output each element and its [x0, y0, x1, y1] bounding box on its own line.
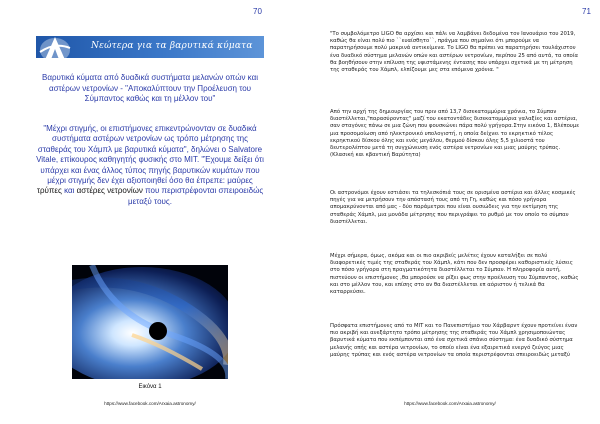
footer-url-right[interactable]: https://www.facebook.com/Arxaia.astronomy/ — [404, 401, 496, 406]
body-paragraph-3: Οι αστρονόμοι έχουν εστιάσει τα τηλεσκόπιά τους σε ορισμένα αστέρια και άλλες κοσμικές πηγές για να μετρήσουν την απόστασή τους από τη Γη, καθώς και πόσο γρήγορα απομακρύνονται από μας - δύο παράμετροι που είναι ουσιώδεις για την εκτίμηση της σταθεράς Χάμπλ, μια μονάδα μέτρησης που περιγράφει το ρυθμό με τον οποίο το σύμπαν διαστέλλεται. — [330, 190, 576, 225]
banner-title: Νεώτερα για τα βαρυτικά κύματα — [91, 41, 253, 51]
body-paragraph-2: Από την αρχή της δημιουργίας του πριν από 13,7 δισεκατομμύρια χρόνια, το Σύμπαν διαστέλλεται,"παρασύροντας" μαζί του εκατοντάδες δισεκατομμύρια γαλαξίες και αστέρια, σαν σταγόνες πάνω σε μια ζώνη που φουσκώνει πάρα πολύ γρήγορα.Στην εικόνα 1, Βλέπουμε μια προσομοίωση από ηλεκτρονικό υπολογιστή, η οποία δείχνει το εκρηκτικό τέλος εκρηκτικού δίσκου όλης και ενός μεγάλου, θερμού δίσκου όλης 5,5 χιλιοστά του δευτερολέπτου μετά τη συγχώνευση ενός αστέρα νετρονίων και μιας μαύρης τρύπας. (Κλασική και κβαντική Βαρύτητα) — [330, 109, 580, 159]
body-paragraph-4: Μέχρι σήμερα, όμως, ακόμα και οι πιο ακριβείς μελέτες έχουν καταλήξει σε πολύ διαφορετικές τιμές της σταθεράς του Χάμπλ, κάτι που δεν προσφέρει καθοριστικές λύσεις στο πόσο γρήγορα στη πραγματικότητα διαστέλλεται το Σύμπαν. Η πληροφορία αυτή, πιστεύουν οι επιστήμονες ,θα μπορούσε να ρίξει φως στην προέλευση του Σύμπαντος, καθώς και στο μέλλον του, και επίσης στο αν θα διαστέλλεται επ αόριστον ή τελικά θα καταρρεύσει. — [330, 253, 579, 296]
page-number-left: 70 — [253, 7, 262, 16]
right-page — [300, 0, 600, 424]
figure-caption: Εικόνα 1 — [138, 384, 162, 390]
page-number-right: 71 — [582, 7, 591, 16]
black-hole-simulation-image — [72, 265, 228, 379]
quote-text-neutron-stars: αστέρες νετρονίων — [76, 186, 143, 196]
footer-url-left[interactable]: https://www.facebook.com/Arxaia.astronomy/ — [104, 401, 196, 406]
article-quote — [36, 124, 264, 207]
quote-text-end: που περιστρέφονται σπειροειδώς μεταξύ τους. — [128, 186, 264, 206]
quote-text-black-holes: τρύπες — [36, 186, 62, 196]
body-paragraph-5: Πρόσφατα επιστήμονες από το MIT και το Πανεπιστήμιο του Χάρβαρντ έχουν προτείνει έναν πιο ακριβή και ανεξάρτητο τρόπο μέτρησης της σταθεράς του Χάμπλ χρησιμοποιώντας βαρυτικά κύματα που εκπέμπονται από ένα σχετικά σπάνιο σύστημα: ένα δυαδικό σύστημα μελανής οπής και αστέρα νετρονίων, το οποίο είναι ένα εξαιρετικά ενεργό ζεύγος μιας μαύρης τρύπας και ενός αστέρα νετρονίων τα οποία περιστρέφονται σπειροειδώς μεταξύ — [330, 323, 578, 358]
quote-text: "Μέχρι στιγμής, οι επιστήμονες επικεντρώνονταν σε δυαδικά συστήματα αστέρων νετρονίων ως τρόπο μέτρησης της σταθεράς του Χάμπλ με βαρυτικά κύματα", δηλώνει ο Salvatore Vitale, επίκουρος καθηγητής φυσικής στο MIT. "Έχουμε δείξει ότι υπάρχει και ένας άλλος τύπος πηγής βαρυτικών κυμάτων που μέχρι στιγμής δεν έχει αξιοποιηθεί όσο θα έπρεπε: μαύρες — [36, 124, 264, 186]
article-title: Βαρυτικά κύματα από δυαδικά συστήματα μελανών οπών και αστέρων νετρονίων - "Αποκαλύπτουν την Προέλευση του Σύμπαντος καθώς και τη μέλλον του" — [42, 73, 258, 103]
body-paragraph-1: "Το συμβολόμετρο LIGO θα αρχίσει και πάλι να λαμβάνει δεδομένα τον Ιανουάριο του 2019, καθώς θα είναι πολύ πιο ``ευαίσθητο``, πράγμα που σημαίνει ότι μπορούμε να παρατηρήσουμε πολύ μακρινά αντικείμενα. Το LIGO θα πρέπει να παρατηρήσει τουλάχιστον ένα δυαδικό σύστημα μελανών οπών και αστέρων νετρονίων, περίπου 25 από αυτά, τα οποία θα βοηθήσουν στην επίλυση της υφιστάμενης έντασης που υπάρχει σχετικά με τη μέτρηση της σταθεράς του Χάμπλ, ελπίζουμε μες στα επόμενα χρόνια. " — [330, 31, 579, 74]
quote-text-and: και — [64, 186, 75, 196]
astronomy-logo-icon — [38, 34, 72, 64]
